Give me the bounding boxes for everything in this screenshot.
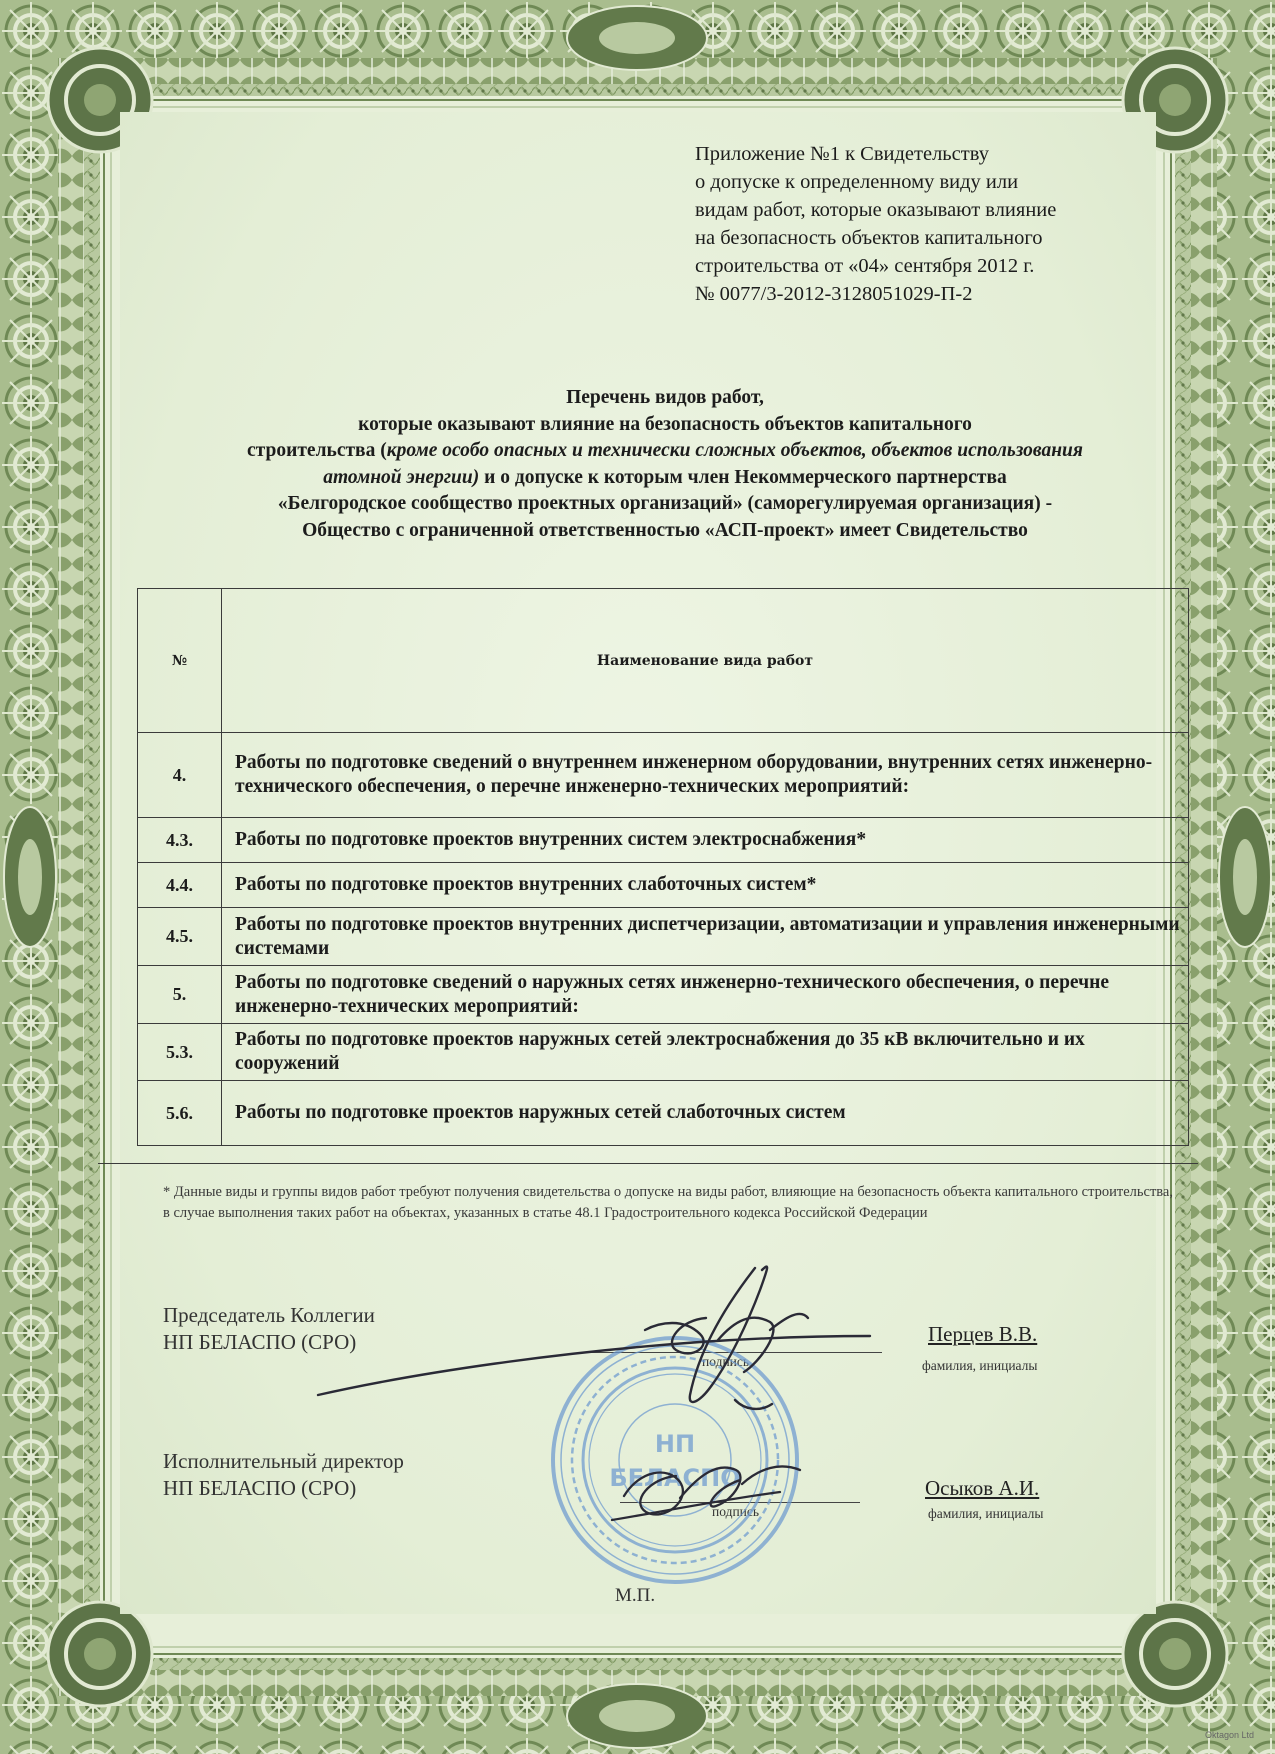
heading-line: Общество с ограниченной ответственностью «АСП-проект» имеет Свидетельство [302, 519, 1028, 541]
appendix-line: Приложение №1 к Свидетельству [695, 143, 989, 165]
divider-line [98, 1163, 1198, 1164]
director-title-line: Исполнительный директор [163, 1449, 404, 1473]
row-work-name: Работы по подготовке проектов внутренних слаботочных систем* [222, 863, 1189, 908]
heading-line [150, 465, 1180, 492]
stamp-text-line: НП [654, 1430, 696, 1458]
row-work-name: Работы по подготовке проектов внутренних диспетчеризации, автоматизации и управления инженерными системами [222, 908, 1189, 966]
table-row [138, 1081, 1189, 1146]
row-work-name: Работы по подготовке проектов наружных сетей слаботочных систем [222, 1081, 1189, 1146]
printer-mark: Oktagon Ltd [1205, 1730, 1255, 1740]
row-number: 4.5. [138, 908, 222, 966]
heading-line: которые оказывают влияние на безопасность объектов капитального [358, 413, 972, 435]
heading-text: и о допуске к которым член Некоммерческого партнерства [479, 466, 1007, 488]
chair-name-caption: фамилия, инициалы [922, 1358, 1038, 1373]
appendix-line: о допуске к определенному виду или [695, 171, 1019, 193]
row-number: 5. [138, 966, 222, 1024]
table-row [138, 908, 1189, 966]
director-title [163, 1448, 404, 1502]
director-signature-caption: подпись [712, 1504, 760, 1519]
chair-name: Перцев В.В. [928, 1322, 1038, 1346]
column-header-work-name: Наименование вида работ [222, 589, 1189, 733]
appendix-line: № 0077/3-2012-3128051029-П-2 [695, 283, 973, 305]
document-heading [150, 385, 1180, 544]
heading-line [150, 438, 1180, 465]
row-number: 4.4. [138, 863, 222, 908]
row-work-name: Работы по подготовке проектов внутренних систем электроснабжения* [222, 818, 1189, 863]
row-number: 4.3. [138, 818, 222, 863]
stamp-text-line: БЕЛАСПО [609, 1464, 741, 1492]
column-header-number: № [138, 589, 222, 733]
works-table [137, 588, 1189, 1146]
appendix-line: строительства от «04» сентября 2012 г. [695, 255, 1035, 277]
row-number: 4. [138, 733, 222, 818]
heading-line: Перечень видов работ, [566, 387, 764, 408]
chair-signature-caption: подпись [702, 1354, 750, 1369]
row-number: 5.3. [138, 1024, 222, 1081]
footnote: * Данные виды и группы видов работ требуют получения свидетельства о допуске на виды работ, влияющие на безопасность объекта капитального строительства, в случае выполнения таких работ на объектах, указанных в статье 48.1 Градостроительного кодекса Российской Федерации [163, 1184, 1173, 1221]
table-row [138, 818, 1189, 863]
row-number: 5.6. [138, 1081, 222, 1146]
appendix-line: на безопасность объектов капитального [695, 227, 1043, 249]
chair-signature-line [582, 1352, 882, 1353]
heading-italic-text: кроме особо опасных и технически сложных объектов, объектов использования [386, 440, 1083, 461]
appendix-line: видам работ, которые оказывают влияние [695, 199, 1057, 221]
table-row [138, 863, 1189, 908]
heading-text: строительства ( [247, 440, 387, 461]
chair-title-line: НП БЕЛАСПО (СРО) [163, 1330, 357, 1354]
director-signature-line [620, 1502, 860, 1503]
table-row [138, 1024, 1189, 1081]
director-name-caption: фамилия, инициалы [928, 1506, 1044, 1521]
table-header-row [138, 589, 1189, 733]
appendix-header [695, 140, 1165, 308]
director-title-line: НП БЕЛАСПО (СРО) [163, 1476, 357, 1500]
chair-title [163, 1302, 375, 1356]
row-work-name: Работы по подготовке сведений о наружных сетях инженерно-технического обеспечения, о перечне инженерно-технических мероприятий: [222, 966, 1189, 1024]
row-work-name: Работы по подготовке сведений о внутреннем инженерном оборудовании, внутренних сетях инженерно-технического обеспечения, о перечне инженерно-технических мероприятий: [222, 733, 1189, 818]
heading-line: «Белгородское сообщество проектных организаций» (саморегулируемая организация) - [277, 493, 1053, 514]
seal-place-label: М.П. [615, 1585, 656, 1606]
row-work-name: Работы по подготовке проектов наружных сетей электроснабжения до 35 кВ включительно и их сооружений [222, 1024, 1189, 1081]
table-row [138, 966, 1189, 1024]
table-row [138, 733, 1189, 818]
chair-title-line: Председатель Коллегии [163, 1303, 375, 1327]
heading-italic-text: атомной энергии) [323, 466, 480, 488]
director-name: Осыков А.И. [925, 1476, 1040, 1500]
